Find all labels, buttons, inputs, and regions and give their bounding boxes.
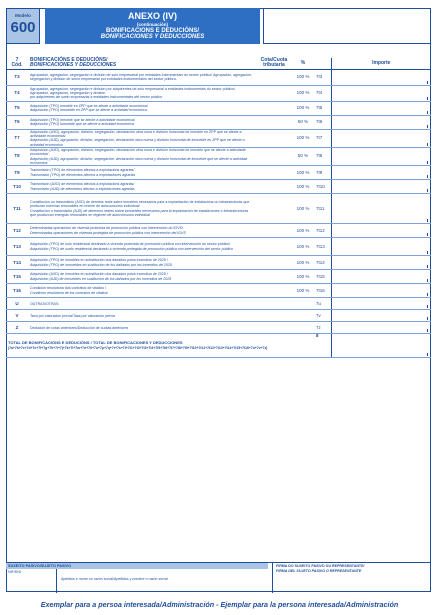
row-percentage: 100 % (292, 101, 314, 115)
total-box-number: 8 (314, 334, 331, 358)
row-cuota-field[interactable] (256, 322, 292, 334)
row-cuota-field[interactable] (256, 194, 292, 224)
row-code: V (6, 310, 28, 322)
row-box-number: 7t7 (314, 129, 331, 147)
section-title-es: BONIFICACIONES Y DEDUCCIONES (100, 34, 205, 40)
row-box-number: 7t12 (314, 224, 331, 238)
total-formula: (7a+7b+7c+7d+7e+7f+7g+7h+7i+7j+7k+7l+7m+7n+7ñ+7o+7p+7q+7r+7s+7t+7t1+7t2+7t3+7t4+7t5+7t6+7t7+7t8+7t9+7t10+7t11+7t12+7t13+7t14+7t15+7t16+7u+7v+7z) (8, 345, 268, 350)
table-row (6, 284, 431, 298)
table-row (6, 298, 431, 310)
col-importe: Importe (331, 58, 431, 69)
header-blank-box (263, 8, 431, 44)
row-cuota-field[interactable] (256, 224, 292, 238)
row-percentage (292, 322, 314, 334)
row-code: T4 (6, 85, 28, 101)
row-percentage: 50 % (292, 115, 314, 129)
row-description: Constitución ou transmisión (AXD) de dereitos reais sobre inmobles necesarios para a implantación de instalacións ou infraestruturas que produzan enerxías renovables en réxime de autoconsumo individual/ Constitución o transmisión (AJD) de derechos reales sobre inmuebles necesarios para la implantación de instalaciones o infraestructuras que produzcan energías renovables en régimen de autoconsumo individual (28, 194, 256, 224)
row-percentage: 100 % (292, 284, 314, 298)
row-description: Adquisición (AXD), agrupación, división, segregación, declaración obra nova e división horizontal de inmoble que se afecte a actividade económica/ Adquisición (AJD), agrupación, división, segregación, declaración obra nueva y división horizontal de inmueble que se afecte a actividad económica (28, 148, 256, 166)
row-code: U (6, 298, 28, 310)
model-number: 600 (10, 19, 36, 36)
row-box-number: 7u (314, 298, 331, 310)
row-cuota-field[interactable] (256, 180, 292, 194)
row-code: T15 (6, 270, 28, 284)
row-amount-field[interactable] (331, 69, 431, 85)
row-amount-field[interactable] (331, 101, 431, 115)
table-row (6, 180, 431, 194)
row-description: Transmisión (AXD) de elementos afectos a explotacións agrarias/ Transmisión (AJD) de elementos afectos a explotaciones agrarias (28, 180, 256, 194)
row-code: T12 (6, 224, 28, 238)
table-row (6, 101, 431, 115)
row-code: T11 (6, 194, 28, 224)
annex-title-box (45, 8, 260, 44)
table-row (6, 270, 431, 284)
table-row (6, 129, 431, 147)
row-percentage: 100 % (292, 129, 314, 147)
subject-header: SUXEITO PASIVO/SUJETO PASIVO (6, 563, 268, 569)
row-code: T7 (6, 129, 28, 147)
row-box-number: 7t15 (314, 270, 331, 284)
row-description: Condición resolutoria dos contratos de vitalicio / Condición resolutoria de los contratos de vitalicio (28, 284, 256, 298)
row-cuota-field[interactable] (256, 166, 292, 180)
row-cuota-field[interactable] (256, 284, 292, 298)
total-amount-field[interactable] (331, 334, 431, 358)
row-amount-field[interactable] (331, 298, 431, 310)
row-cuota-field[interactable] (256, 270, 292, 284)
nif-label: NIF/DNI (8, 570, 21, 574)
row-description: Adquisición (TPO) inmoble en ZPP que se afecte a actividade económica/ Adquisición (TPO) inmueble en ZPP que se afecte a actividad económica (28, 101, 256, 115)
section-title-gl: BONIFICACIONS E DEDUCIÓNS/ (105, 28, 199, 34)
signature-field[interactable] (272, 563, 431, 593)
table-row (6, 148, 431, 166)
row-amount-field[interactable] (331, 284, 431, 298)
row-cuota-field[interactable] (256, 115, 292, 129)
row-percentage: 100 % (292, 180, 314, 194)
table-header (6, 58, 431, 69)
model-box (6, 8, 40, 44)
row-box-number: 7t6 (314, 115, 331, 129)
row-box-number: 7t3 (314, 69, 331, 85)
row-code: T8 (6, 148, 28, 166)
row-box-number: 7t10 (314, 180, 331, 194)
table-row (6, 322, 431, 334)
row-percentage: 50 % (292, 148, 314, 166)
row-percentage: 100 % (292, 194, 314, 224)
signature-label-es: FIRMA DEL SUJETO PASIVO O REPRESENTANTE (276, 569, 362, 573)
copy-footer: Exemplar para a persoa interesada/Administración - Ejemplar para la persona interesada/Administración (40, 600, 399, 609)
row-description: Transmisión (TPO) de elementos afectos a explotacións agrarias/ Transmisión (TPO) de elementos afectos a explotaciones agrarias (28, 166, 256, 180)
row-box-number: 7t4 (314, 85, 331, 101)
row-description: Adquisición (AXD), agrupación, división, segregación, declaración obra nova e división horizontal de inmoble en ZPP que se afecte a actividade económica/ Adquisición (AJD), agrupación, división, segregación, declaración obra nueva y división horizontal de inmueble en ZPP que se afecte a actividad económica (28, 129, 256, 147)
annex-subtitle: (continuación) (137, 22, 168, 27)
row-amount-field[interactable] (331, 256, 431, 270)
col-desc: BONIFICACIÓNS E DEDUCIÓNS/ BONIFICACIONES Y DEDUCCIONES (28, 58, 256, 69)
row-percentage: 100 % (292, 238, 314, 256)
row-percentage: 100 % (292, 166, 314, 180)
row-description: Adquisición (AXD) de inmobles en substitución dos danados polos incendios de 2025 / Adquisición (AJD) de inmuebles en sustitución de los dañados por los incendios de 2025 (28, 270, 256, 284)
row-box-number: 7t14 (314, 256, 331, 270)
row-percentage: 100 % (292, 69, 314, 85)
row-cuota-field[interactable] (256, 148, 292, 166)
row-box-number: 7t5 (314, 101, 331, 115)
row-code: T5 (6, 101, 28, 115)
row-cuota-field[interactable] (256, 69, 292, 85)
row-amount-field[interactable] (331, 180, 431, 194)
row-cuota-field[interactable] (256, 298, 292, 310)
row-amount-field[interactable] (331, 238, 431, 256)
model-label: Modelo (15, 13, 31, 18)
col-code: 7 Cód. (6, 58, 28, 69)
row-box-number: 7t8 (314, 148, 331, 166)
row-code: Z (6, 322, 28, 334)
signature-label-gl: FIRMA DO SUXEITO PASIVO OU REPRESENTANTE/ (276, 564, 365, 568)
row-amount-field[interactable] (331, 194, 431, 224)
total-label: TOTAL DE BONIFICACIÓNS E DEDUCIÓNS / TOTAL DE BONIFICACIONES Y DEDUCCIONES (7a+7b+7c+7d+7e+7f+7g+7h+7i+7j+7k+7l+7m+7n+7ñ+7o+7p+7q+7r+7s+7t+7t1+7t2+7t3+7t4+7t5+7t6+7t7+7t8+7t9+7t10+7t11+7t12+7t13+7t14+7t15+7t16+7u+7v+7z) (6, 334, 314, 358)
name-label: Apelidos e nome ou razón social/Apellidos y nombre o razón social (61, 577, 168, 581)
row-cuota-field[interactable] (256, 85, 292, 101)
row-description: Taxa por valoración previa/Tasa por valoración previa (28, 310, 256, 322)
row-description: Agrupación, agregación, segregación e división de solo empresarial por entidades instrumentais do sector público/ Agrupación, agregación, segregación y división de suelo empresarial por entidades instrumentales del sector público. (28, 69, 256, 85)
row-code: T6 (6, 115, 28, 129)
row-code: T9 (6, 166, 28, 180)
row-percentage: 100 % (292, 85, 314, 101)
row-description: OUTRAS/OTRAS: (28, 298, 256, 310)
table-row (6, 256, 431, 270)
row-amount-field[interactable] (331, 148, 431, 166)
row-box-number: 7z (314, 322, 331, 334)
row-amount-field[interactable] (331, 85, 431, 101)
row-description: Adquisición (TPO) de solo residencial destinado a vivenda protexida de promoción pública con intervención do sector público/ Adquisición (TPO) de suelo residencial destinado a vivienda protegida de promoción pública con intervención del sector público (28, 238, 256, 256)
row-percentage: 100 % (292, 256, 314, 270)
total-row (6, 334, 431, 358)
row-amount-field[interactable] (331, 224, 431, 238)
table-row (6, 85, 431, 101)
table-row (6, 238, 431, 256)
row-code: T16 (6, 284, 28, 298)
row-code: T3 (6, 69, 28, 85)
row-cuota-field[interactable] (256, 256, 292, 270)
nif-divider (56, 569, 57, 593)
row-amount-field[interactable] (331, 166, 431, 180)
row-percentage: 100 % (292, 270, 314, 284)
row-description: Determinadas operacións de vivenda protexida de promoción pública con intervención do IGVS/ Determinadas operaciones de vivienda protegida de promoción pública con intervención del IGVS (28, 224, 256, 238)
deductions-table (6, 58, 431, 358)
table-row (6, 166, 431, 180)
row-box-number: 7t11 (314, 194, 331, 224)
row-amount-field[interactable] (331, 270, 431, 284)
row-amount-field[interactable] (331, 310, 431, 322)
col-box (314, 58, 331, 69)
row-amount-field[interactable] (331, 322, 431, 334)
row-percentage (292, 298, 314, 310)
row-box-number: 7t16 (314, 284, 331, 298)
col-cuota: Cota/Cuota tributaria (256, 58, 292, 69)
row-code: T14 (6, 256, 28, 270)
row-percentage: 100 % (292, 224, 314, 238)
signature-section (6, 562, 431, 592)
row-box-number: 7t9 (314, 166, 331, 180)
row-cuota-field[interactable] (256, 238, 292, 256)
annex-title: ANEXO (IV) (127, 11, 177, 21)
row-description: Adquisición (TPO) de inmobles en substitución dos danados polos incendios de 2025 / Adquisición (TPO) de inmuebles en sustitución de los dañados por los incendios de 2025 (28, 256, 256, 270)
row-description: Agrupación, agregación, segregación e división por adquirentes de solo empresarial a entidades instrumentais do sector público/ Agrupación, agregación, segregación y división por adquirentes de suelo empresarial a entidades instrumentales del sector público (28, 85, 256, 101)
table-row (6, 194, 431, 224)
row-cuota-field[interactable] (256, 310, 292, 322)
row-amount-field[interactable] (331, 115, 431, 129)
row-box-number: 7t13 (314, 238, 331, 256)
table-row (6, 224, 431, 238)
row-code: T13 (6, 238, 28, 256)
table-row (6, 115, 431, 129)
row-cuota-field[interactable] (256, 101, 292, 115)
row-cuota-field[interactable] (256, 129, 292, 147)
row-description: Dedución de cotas anteriores/Deducción de cuotas anteriores (28, 322, 256, 334)
row-description: Adquisición (TPO) inmoble que se afecte a actividade económica/ Adquisición (TPO) inmueble que se afecte a actividad económica (28, 115, 256, 129)
table-row (6, 69, 431, 85)
row-code: T10 (6, 180, 28, 194)
row-percentage (292, 310, 314, 322)
row-amount-field[interactable] (331, 129, 431, 147)
row-box-number: 7v (314, 310, 331, 322)
table-row (6, 310, 431, 322)
col-pct: % (292, 58, 314, 69)
